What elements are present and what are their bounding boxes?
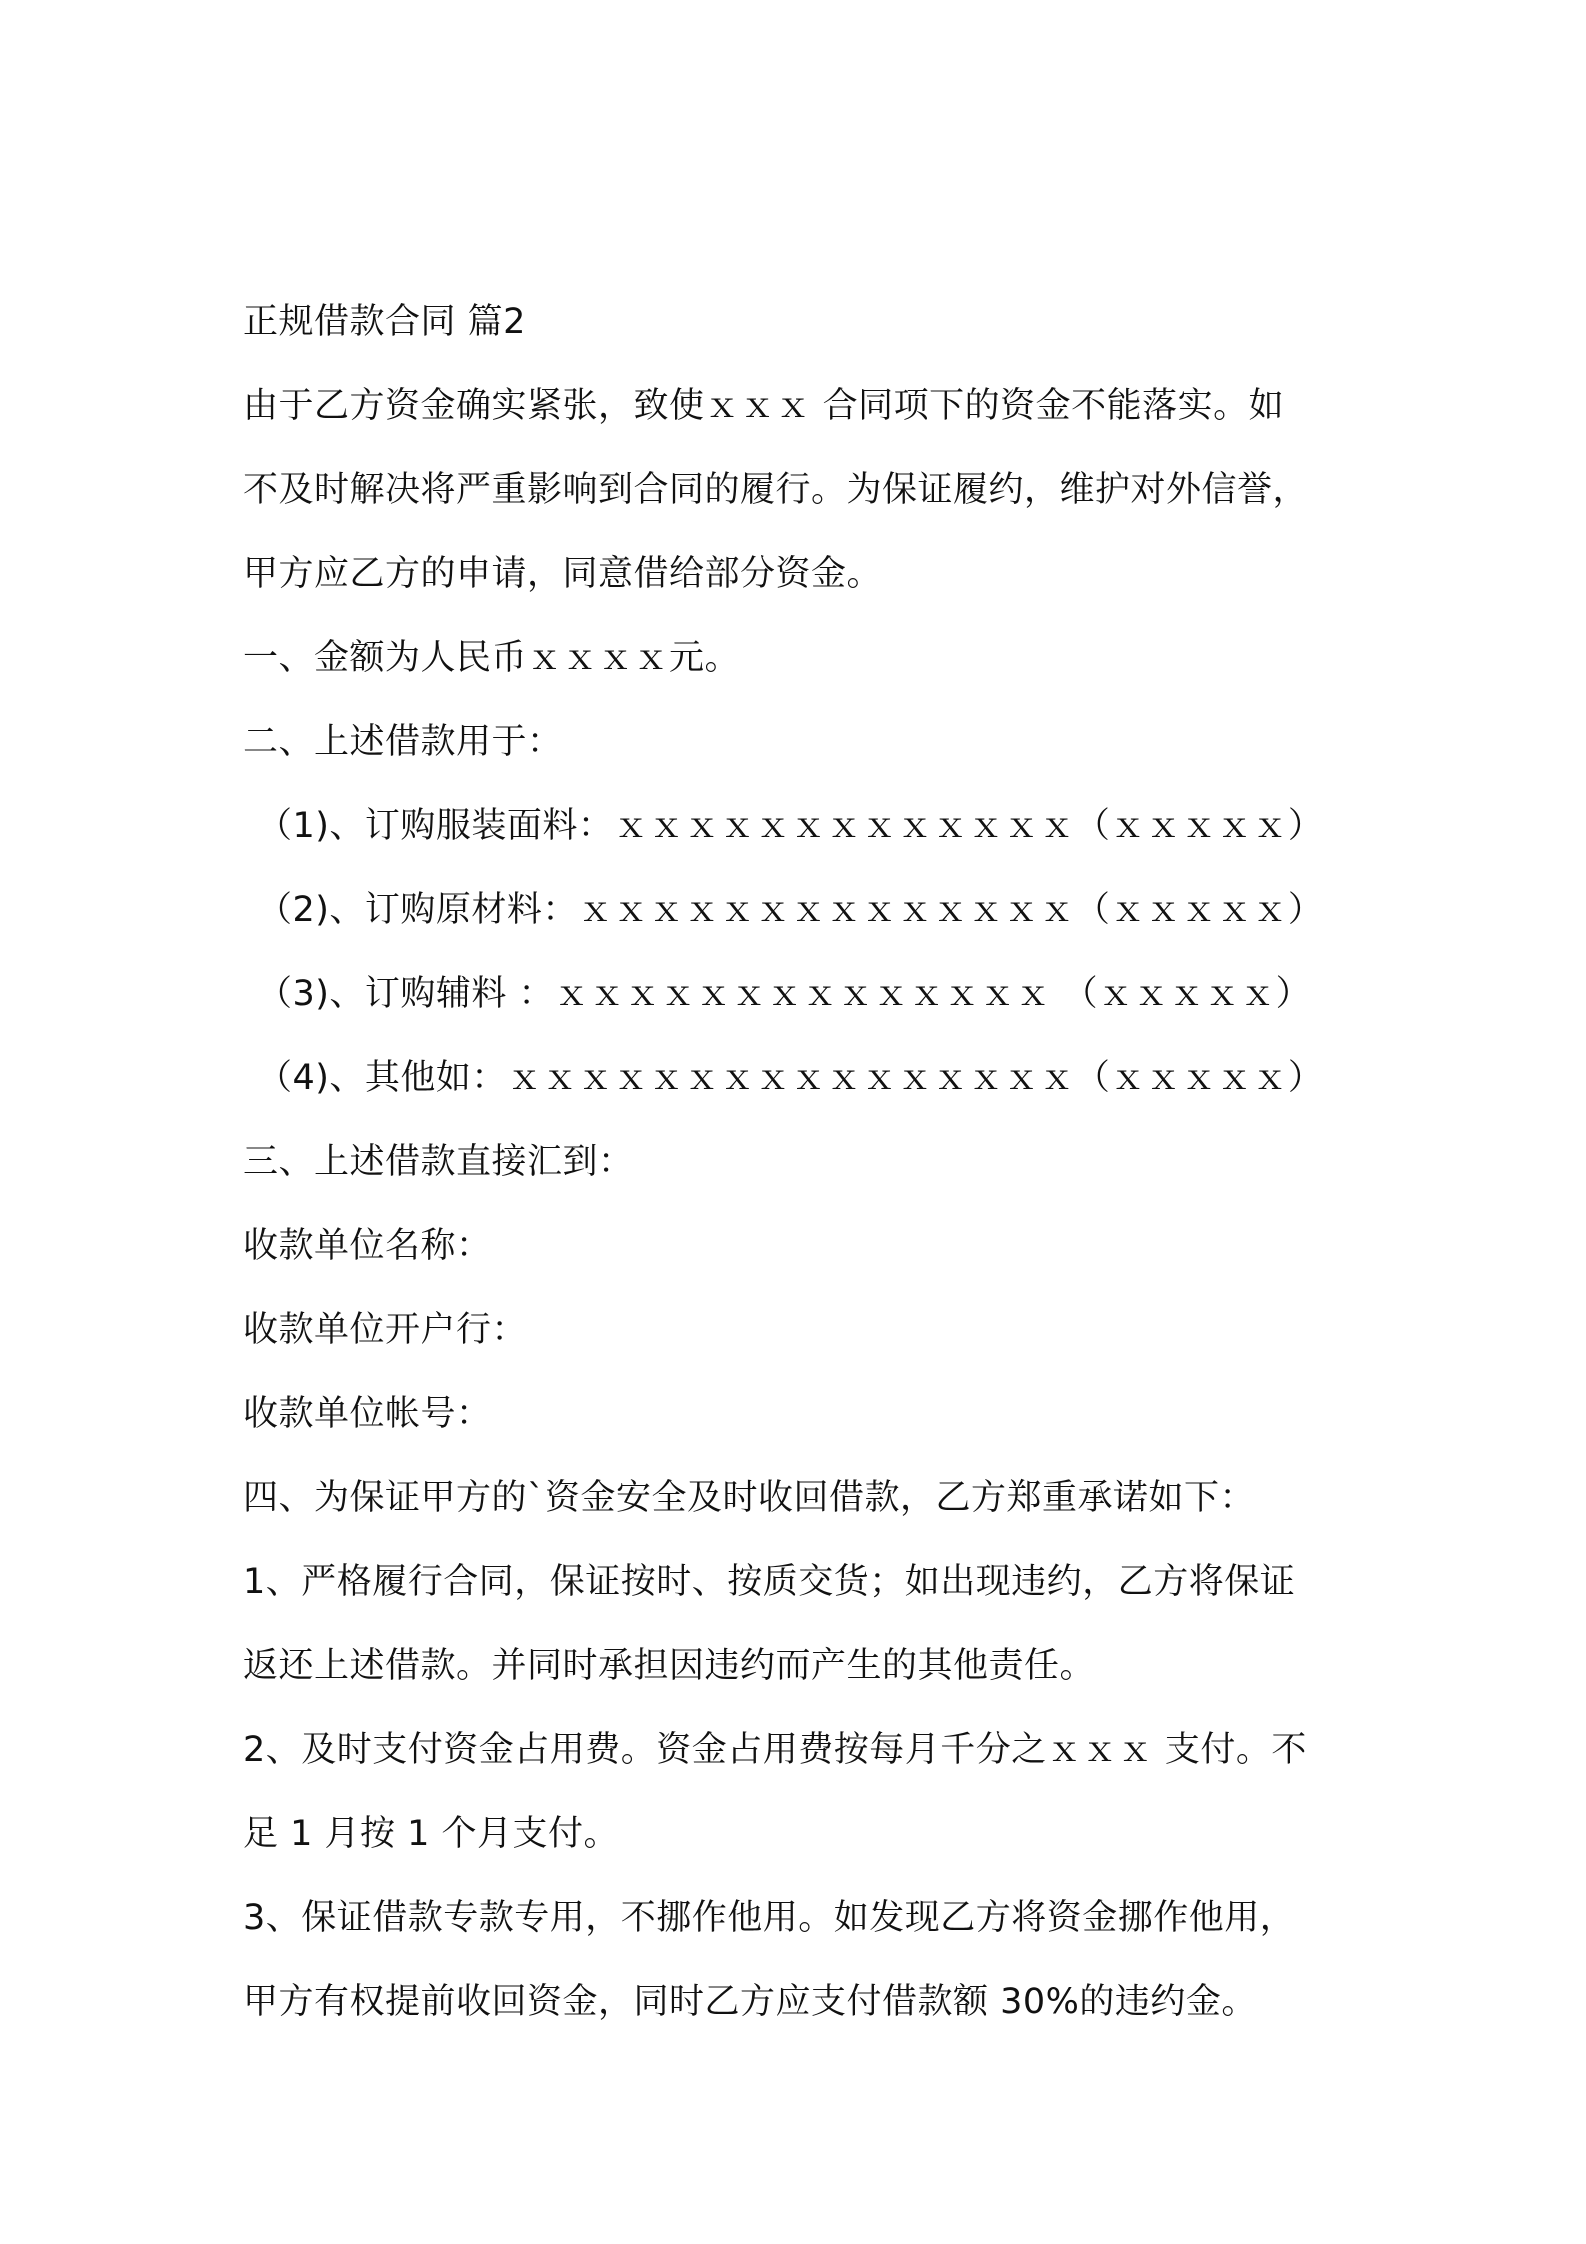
clause-heading: 一、金额为人民币ｘｘｘｘ元。 <box>243 638 741 678</box>
paragraph-line: 1、严格履行合同，保证按时、按质交货；如出现违约，乙方将保证 <box>243 1562 1296 1602</box>
paragraph-line: 由于乙方资金确实紧张，致使ｘｘｘ 合同项下的资金不能落实。如 <box>243 386 1285 426</box>
list-item: （2)、订购原材料：ｘｘｘｘｘｘｘｘｘｘｘｘｘｘ（ｘｘｘｘｘ） <box>257 890 1324 930</box>
paragraph-line: 3、保证借款专款专用，不挪作他用。如发现乙方将资金挪作他用， <box>243 1898 1296 1938</box>
list-item: （4)、其他如：ｘｘｘｘｘｘｘｘｘｘｘｘｘｘｘｘ（ｘｘｘｘｘ） <box>257 1058 1324 1098</box>
clause-heading: 四、为保证甲方的`资金安全及时收回借款，乙方郑重承诺如下： <box>243 1478 1256 1518</box>
list-item: （1)、订购服装面料：ｘｘｘｘｘｘｘｘｘｘｘｘｘ（ｘｘｘｘｘ） <box>257 806 1324 846</box>
document-body <box>243 280 1363 2044</box>
field-label: 收款单位开户行： <box>243 1310 528 1350</box>
document-title: 正规借款合同 篇2 <box>243 302 526 342</box>
paragraph-line: 甲方应乙方的申请，同意借给部分资金。 <box>243 554 883 594</box>
paragraph-line: 2、及时支付资金占用费。资金占用费按每月千分之ｘｘｘ 支付。不 <box>243 1730 1307 1770</box>
field-label: 收款单位名称： <box>243 1226 492 1266</box>
field-label: 收款单位帐号： <box>243 1394 492 1434</box>
paragraph-line: 足 1 月按 1 个月支付。 <box>243 1814 620 1854</box>
paragraph-line: 返还上述借款。并同时承担因违约而产生的其他责任。 <box>243 1646 1096 1686</box>
clause-heading: 三、上述借款直接汇到： <box>243 1142 634 1182</box>
paragraph-line: 甲方有权提前收回资金，同时乙方应支付借款额 30%的违约金。 <box>243 1982 1257 2022</box>
clause-heading: 二、上述借款用于： <box>243 722 563 762</box>
list-item: （3)、订购辅料 ：ｘｘｘｘｘｘｘｘｘｘｘｘｘｘ （ｘｘｘｘｘ） <box>257 974 1312 1014</box>
paragraph-line: 不及时解决将严重影响到合同的履行。为保证履约，维护对外信誉， <box>243 470 1309 510</box>
